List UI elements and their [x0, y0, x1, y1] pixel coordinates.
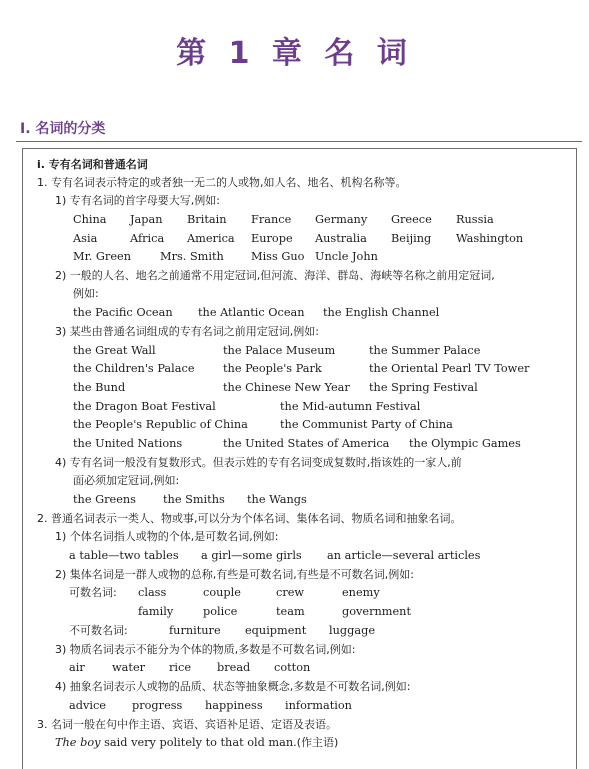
example-word: Japan	[130, 213, 163, 226]
point-1-4-text: 4) 专有名词一般没有复数形式。但表示姓的专有名词变成复数时,指该姓的一家人,前	[55, 456, 462, 469]
section-heading: Ⅰ. 名词的分类	[20, 121, 106, 137]
example-sentence-rest: said very politely to that old man.	[100, 736, 297, 749]
example-word: Mr. Green	[73, 250, 131, 263]
point-2-1-text: 1) 个体名词指人或物的个体,是可数名词,例如:	[55, 530, 279, 543]
example-word: the Children's Palace	[73, 362, 195, 375]
example-word: Russia	[456, 213, 494, 226]
example-word: an article—several articles	[327, 549, 481, 562]
example-word: the Great Wall	[73, 344, 156, 357]
example-subject: The boy	[55, 736, 101, 749]
example-word: the Dragon Boat Festival	[73, 400, 216, 413]
section-divider	[16, 141, 582, 142]
example-word: bread	[217, 661, 251, 674]
example-word: Britain	[187, 213, 227, 226]
example-word: Germany	[315, 213, 368, 226]
example-word: information	[285, 699, 352, 712]
example-word: air	[69, 661, 85, 674]
example-word: Miss Guo	[251, 250, 305, 263]
example-word: the People's Park	[223, 362, 322, 375]
example-word: the Greens	[73, 493, 136, 506]
point-1-1-text: 1) 专有名词的首字母要大写,例如:	[55, 194, 220, 207]
point-1-heading: 1. 专有名词表示特定的或者独一无二的人或物,如人名、地名、机构名称等。	[37, 176, 407, 189]
example-word: couple	[203, 586, 241, 599]
example-word: cotton	[274, 661, 311, 674]
example-word: happiness	[205, 699, 263, 712]
example-word: class	[138, 586, 167, 599]
example-word: the Spring Festival	[369, 381, 478, 394]
example-word: the Summer Palace	[369, 344, 481, 357]
countable-label: 可数名词:	[69, 586, 117, 599]
example-word: rice	[169, 661, 192, 674]
example-note: (作主语)	[296, 736, 339, 749]
example-word: luggage	[329, 624, 376, 637]
example-word: government	[342, 605, 411, 618]
example-word: progress	[132, 699, 183, 712]
example-word: the English Channel	[323, 306, 440, 319]
example-word: Africa	[130, 232, 165, 245]
example-word: water	[112, 661, 146, 674]
example-word: advice	[69, 699, 106, 712]
example-word: America	[187, 232, 235, 245]
example-word: the People's Republic of China	[73, 418, 248, 431]
point-2-2-text: 2) 集体名词是一群人或物的总称,有些是可数名词,有些是不可数名词,例如:	[55, 568, 414, 581]
example-word: Beijing	[391, 232, 432, 245]
example-word: Washington	[456, 232, 524, 245]
example-word: the Atlantic Ocean	[198, 306, 305, 319]
point-1-2-text: 2) 一般的人名、地名之前通常不用定冠词,但河流、海洋、群岛、海峡等名称之前用定冠词,	[55, 269, 495, 282]
point-2-3-text: 3) 物质名词表示不能分为个体的物质,多数是不可数名词,例如:	[55, 643, 356, 656]
uncountable-label: 不可数名词:	[69, 624, 128, 637]
example-word: a girl—some girls	[201, 549, 302, 562]
example-sentence	[55, 736, 338, 750]
example-word: family	[138, 605, 174, 618]
example-word: Greece	[391, 213, 432, 226]
example-word: the Chinese New Year	[223, 381, 350, 394]
example-word: the United States of America	[223, 437, 390, 450]
example-word: the Smiths	[163, 493, 225, 506]
point-1-4-continued: 面必须加定冠词,例如:	[73, 474, 180, 487]
example-word: crew	[276, 586, 305, 599]
example-word: team	[276, 605, 305, 618]
point-2-heading: 2. 普通名词表示一类人、物或事,可以分为个体名词、集体名词、物质名词和抽象名词。	[37, 512, 462, 525]
example-word: Europe	[251, 232, 293, 245]
example-word: furniture	[169, 624, 221, 637]
example-word: China	[73, 213, 107, 226]
chapter-title: 第 1 章 名 词	[176, 36, 413, 71]
example-word: enemy	[342, 586, 380, 599]
example-word: the Bund	[73, 381, 126, 394]
example-word: Mrs. Smith	[160, 250, 224, 263]
example-word: the Oriental Pearl TV Tower	[369, 362, 530, 375]
example-word: France	[251, 213, 292, 226]
example-word: equipment	[245, 624, 307, 637]
example-word: the Communist Party of China	[280, 418, 453, 431]
example-word: Uncle John	[315, 250, 378, 263]
example-word: police	[203, 605, 238, 618]
example-word: Asia	[73, 232, 98, 245]
example-word: the Mid-autumn Festival	[280, 400, 421, 413]
example-word: the Olympic Games	[409, 437, 521, 450]
point-1-3-text: 3) 某些由普通名词组成的专有名词之前用定冠词,例如:	[55, 325, 319, 338]
example-word: Australia	[315, 232, 367, 245]
example-word: the United Nations	[73, 437, 183, 450]
example-word: the Palace Museum	[223, 344, 336, 357]
example-word: the Pacific Ocean	[73, 306, 173, 319]
content-box	[22, 148, 577, 769]
example-word: a table—two tables	[69, 549, 179, 562]
example-word: the Wangs	[247, 493, 307, 506]
point-1-2-continued: 例如:	[73, 287, 99, 300]
point-3-heading: 3. 名词一般在句中作主语、宾语、宾语补足语、定语及表语。	[37, 718, 337, 731]
subsection-heading: ⅰ. 专有名词和普通名词	[37, 158, 148, 171]
point-2-4-text: 4) 抽象名词表示人或物的品质、状态等抽象概念,多数是不可数名词,例如:	[55, 680, 411, 693]
